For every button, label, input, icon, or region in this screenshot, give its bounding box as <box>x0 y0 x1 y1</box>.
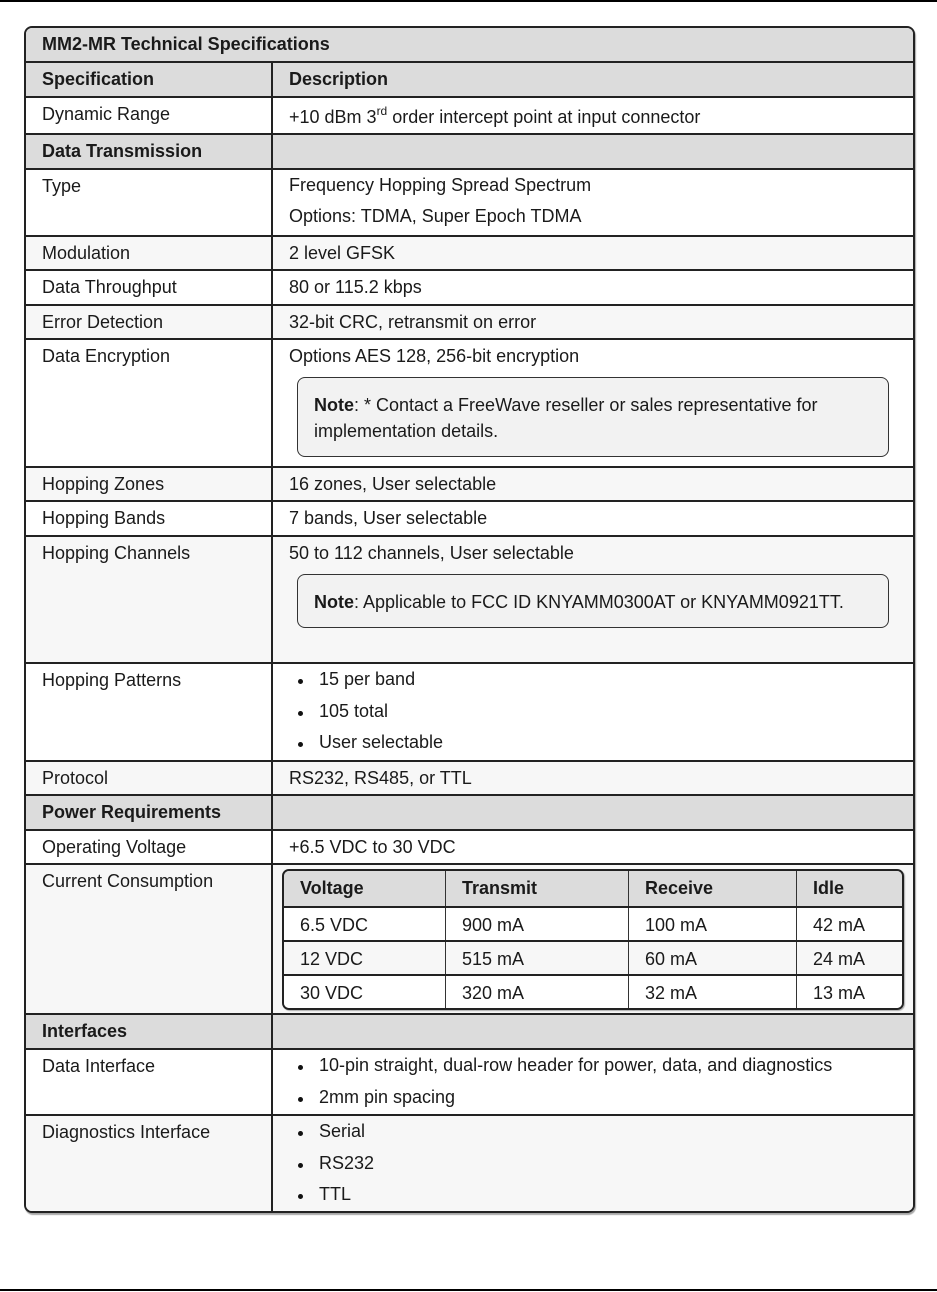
list-item: 2mm pin spacing <box>289 1082 897 1114</box>
section-power-requirements <box>26 794 913 829</box>
page-top-rule <box>0 0 937 2</box>
spec-value: 32-bit CRC, retransmit on error <box>289 312 537 332</box>
spec-value: 50 to 112 channels, User selectable Note: Applicable to FCC ID KNYAMM0300AT or KNYAMM0921TT. <box>273 537 913 662</box>
current-consumption-table <box>282 869 904 1010</box>
table-row-protocol <box>26 760 913 794</box>
list-item: TTL <box>289 1179 897 1211</box>
table-row-data-throughput <box>26 269 913 304</box>
table-row-current-consumption <box>26 863 913 1013</box>
spec-value: Frequency Hopping Spread Spectrum Options: TDMA, Super Epoch TDMA <box>289 175 592 226</box>
spec-value <box>273 664 913 760</box>
table-row-data-interface <box>26 1048 913 1114</box>
table-row-modulation <box>26 235 913 269</box>
spec-label: Modulation <box>26 237 273 269</box>
spec-label: Hopping Bands <box>26 502 273 535</box>
list-item: 10-pin straight, dual-row header for power, data, and diagnostics <box>289 1050 897 1082</box>
list-item: 105 total <box>289 696 897 728</box>
list-item: 15 per band <box>289 664 897 696</box>
bullet-list <box>289 664 897 759</box>
section-data-transmission <box>26 133 913 168</box>
bullet-list <box>289 1116 897 1211</box>
current-row: 12 VDC 515 mA 60 mA 24 mA <box>284 940 902 974</box>
spec-value: RS232, RS485, or TTL <box>289 768 472 788</box>
spec-label: Error Detection <box>26 306 273 338</box>
list-item: RS232 <box>289 1148 897 1180</box>
table-row-hopping-channels <box>26 535 913 662</box>
section-interfaces <box>26 1013 913 1048</box>
spec-value: +10 dBm 3rd order intercept point at input connector <box>289 104 701 127</box>
spec-value: 80 or 115.2 kbps <box>289 277 422 297</box>
page-bottom-rule <box>0 1289 937 1291</box>
header-description: Description <box>289 69 389 89</box>
table-row-diagnostics-interface <box>26 1114 913 1211</box>
spec-label: Protocol <box>26 762 273 794</box>
table-title: MM2-MR Technical Specifications <box>26 28 913 61</box>
technical-specifications-table <box>24 26 915 1213</box>
table-row-operating-voltage <box>26 829 913 863</box>
spec-label: Diagnostics Interface <box>26 1116 273 1211</box>
table-row-dynamic-range <box>26 96 913 133</box>
table-row-data-encryption <box>26 338 913 466</box>
spec-label: Hopping Zones <box>26 468 273 500</box>
table-header-row <box>26 61 913 96</box>
spec-label: Operating Voltage <box>26 831 273 863</box>
spec-value: +6.5 VDC to 30 VDC <box>289 837 456 857</box>
section-label: Data Transmission <box>26 135 273 168</box>
list-item: User selectable <box>289 727 897 759</box>
list-item: Serial <box>289 1116 897 1148</box>
spec-value <box>273 1050 913 1114</box>
spec-label: Type <box>26 170 273 235</box>
spec-value: 7 bands, User selectable <box>289 508 488 528</box>
current-row: 30 VDC 320 mA 32 mA 13 mA <box>284 974 902 1008</box>
spec-label: Data Interface <box>26 1050 273 1114</box>
spec-label: Current Consumption <box>26 865 273 1013</box>
header-specification: Specification <box>26 63 273 96</box>
current-row: 6.5 VDC 900 mA 100 mA 42 mA <box>284 906 902 940</box>
table-row-type <box>26 168 913 235</box>
spec-label: Hopping Channels <box>26 537 273 662</box>
spec-value <box>273 1116 913 1211</box>
fcc-note: Note: Applicable to FCC ID KNYAMM0300AT or KNYAMM0921TT. <box>297 574 889 628</box>
table-row-error-detection <box>26 304 913 338</box>
table-row-hopping-bands <box>26 500 913 535</box>
spec-label: Data Encryption <box>26 340 273 466</box>
section-label: Interfaces <box>26 1015 273 1048</box>
spec-label: Dynamic Range <box>26 98 273 133</box>
encryption-note: Note: * Contact a FreeWave reseller or sales representative for implementation details. <box>297 377 889 457</box>
spec-value: 2 level GFSK <box>289 243 396 263</box>
spec-label: Data Throughput <box>26 271 273 304</box>
spec-label: Hopping Patterns <box>26 664 273 760</box>
table-row-hopping-patterns <box>26 662 913 760</box>
spec-value <box>273 865 913 1013</box>
current-header-row: Voltage Transmit Receive Idle <box>284 871 902 906</box>
table-row-hopping-zones <box>26 466 913 500</box>
spec-value: 16 zones, User selectable <box>289 474 497 494</box>
bullet-list <box>289 1050 897 1113</box>
section-label: Power Requirements <box>26 796 273 829</box>
spec-value: Options AES 128, 256-bit encryption Note: * Contact a FreeWave reseller or sales representative for implementation details. <box>273 340 913 466</box>
